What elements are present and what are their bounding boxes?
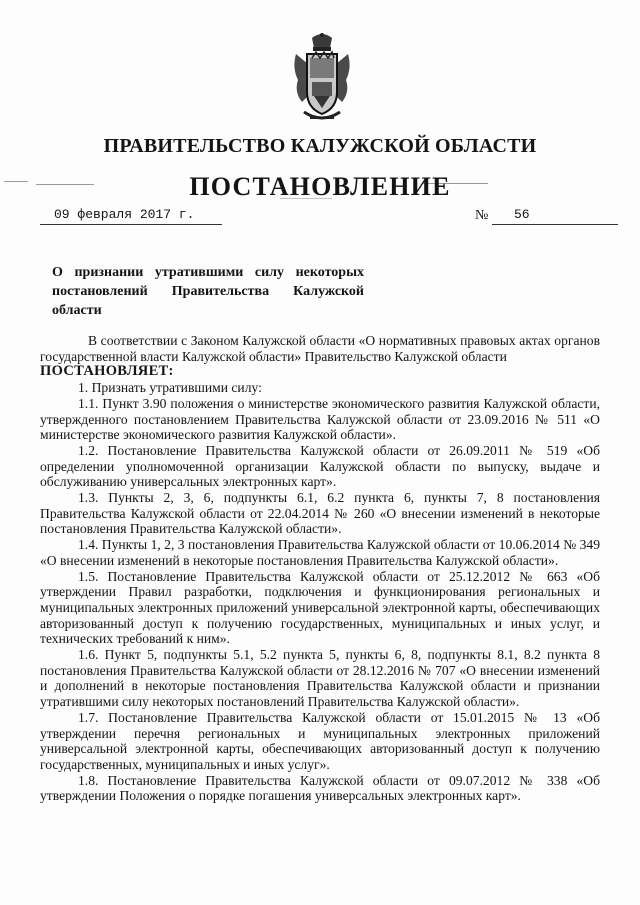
subitem-1-7: 1.7. Постановление Правительства Калужской области от 15.01.2015 № 13 «Об утверждении перечня региональных и муниципальных электронных приложений универсальной электронной карты, обеспечивающих авторизованный доступ к получению государственных, муниципальных и иных услуг».: [40, 709, 600, 772]
government-title: ПРАВИТЕЛЬСТВО КАЛУЖСКОЙ ОБЛАСТИ: [103, 135, 537, 157]
intro-paragraph: В соответствии с Законом Калужской области «О нормативных правовых актах органов государственной власти Калужской области» Правительство Калужской области: [40, 333, 600, 364]
subitem-1-8: 1.8. Постановление Правительства Калужской области от 09.07.2012 № 338 «Об утверждении Положения о порядке погашения универсальных электронных карт».: [40, 772, 600, 804]
subitem-1-1: 1.1. Пункт 3.90 положения о министерстве экономического развития Калужской области, утвержденного постановлением Правительства Калужской области от 23.09.2016 № 511 «О министерстве экономического развития Калужской области».: [40, 395, 600, 443]
document-subject: О признании утратившими силу некоторых постановлений Правительства Калужской области: [52, 265, 364, 318]
document-date: 09 февраля 2017 г.: [40, 207, 222, 225]
subitem-1-4: 1.4. Пункты 1, 2, 3 постановления Правительства Калужской области от 10.06.2014 № 349 «О внесении изменений в некоторые постановления Правительства Калужской области».: [40, 537, 600, 568]
decree-word: ПОСТАНОВЛЯЕТ:: [40, 363, 174, 380]
subitem-1-6: 1.6. Пункт 5, подпункты 5.1, 5.2 пункта 5, пункты 6, 8, подпункты 8.1, 8.2 пункта 8 постановления Правительства Калужской области от 28.12.2016 № 707 «О внесении изменений и дополнений в некоторые постановления Правительства Калужской области и признании утратившими силу некоторых постановлений Правительства Калужской области».: [40, 647, 600, 710]
item-1: 1. Признать утратившими силу:: [78, 380, 262, 396]
number-sign: №: [475, 208, 489, 223]
coat-of-arms-icon: [290, 28, 354, 128]
subitem-1-2: 1.2. Постановление Правительства Калужской области от 26.09.2011 № 519 «Об определении уполномоченной организации Калужской области по выпуску, выдаче и обслуживанию универсальных электронных карт».: [40, 442, 600, 490]
document-number: 56: [492, 207, 618, 225]
document-body: [40, 333, 600, 804]
subitem-1-5: 1.5. Постановление Правительства Калужской области от 25.12.2012 № 663 «Об утверждении Правил разработки, подключения и функционирования региональных и муниципальных электронных приложений универсальной электронной карты, обеспечивающих авторизованный доступ к получению государственных, муниципальных и иных услуг, и технических требований к ним».: [40, 568, 600, 647]
document-type-title: ПОСТАНОВЛЕНИЕ: [189, 172, 451, 201]
subitem-1-3: 1.3. Пункты 2, 3, 6, подпункты 6.1, 6.2 пункта 6, пункты 7, 8 постановления Правительства Калужской области от 22.04.2014 № 260 «О внесении изменений в некоторые постановления Правительства Калужской области».: [40, 490, 600, 537]
